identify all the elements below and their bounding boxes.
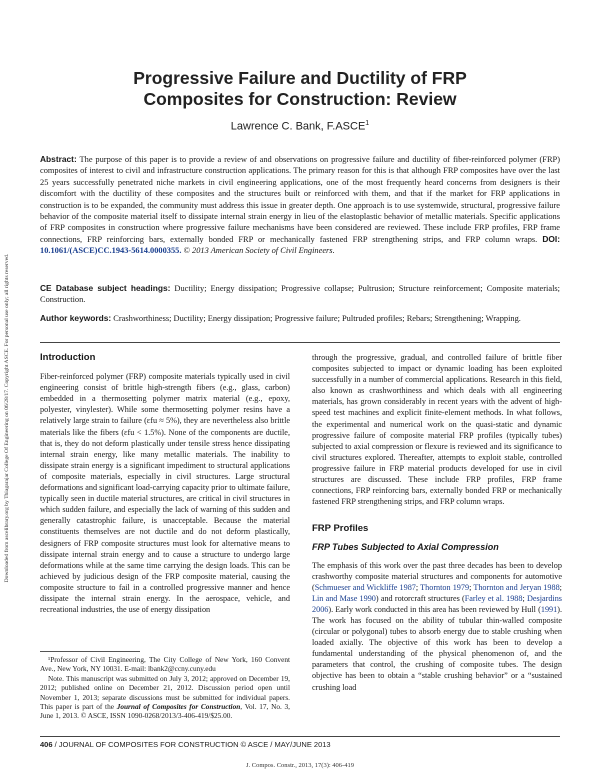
citation-link[interactable]: Thornton 1979 [420,582,470,592]
author-footnote-marker: 1 [365,120,370,127]
footnote-note-tail: , Vol. 17, No. 3, June 1, 2013. © ASCE, ISSN 1090-0268/2013/3-406-419/$25.00. [40,702,291,721]
title-line-1: Progressive Failure and Ductility of FRP [133,68,467,88]
frp-profiles-heading: FRP Profiles [312,523,369,535]
page-footer [40,740,331,749]
introduction-heading: Introduction [40,352,96,363]
ce-headings-label: CE Database subject headings: [40,283,171,293]
citation-line: J. Compos. Constr., 2013, 17(3): 406-419 [246,762,354,769]
author-keywords [40,313,560,324]
doi-label: DOI: [542,233,560,244]
page-number: 406 [40,740,53,749]
author-name: Lawrence C. Bank, F.ASCE [230,120,366,133]
frp-tubes-text [312,560,562,693]
frp-text-7: ). Early work conducted in this area has been reviewed by Hull ( [328,604,541,614]
download-notice-text: Downloaded from ascelibrary.org by Thiagarajar College Of Engineering on 06/28/17. Copyright ASCE. For personal use only; all rights reserved. [4,253,10,583]
citation-link[interactable]: 1991 [540,604,558,614]
footer-divider [40,736,560,737]
abstract-label: Abstract: [40,154,77,164]
frp-text-3: ; [469,582,474,592]
frp-text-8: ). The work has focused on the ability of tubular thin-walled composite (circular or polygonal) tubes to absorb energy due to stable crushing when loaded axially. The objective of this work has been to develop a fundamental understanding of the physical phenomenon of, and the parameters that control, the crushing of composite tubes. The design objective has been to obtain a “stable crushing behavior” or a “sustained crushing load [312,604,562,692]
footnote-note [40,674,290,721]
introduction-text: Fiber-reinforced polymer (FRP) composite materials typically used in civil engineering consist of brittle high-strength fibers (e.g., glass, carbon) embedded in a thermosetting polymer matrix material (e.g., epoxy, polyester, vinylester). While some thermosetting polymer resins have a relatively large strain to failure (εfu ≈ 5%), they are nevertheless also brittle materials like the fibers (εfu < 1.5%). None of the components are ductile, that is, they do not deform plastically under tensile stress hence dissipating internal strain energy, like many metallic materials. The inability to dissipate strain energy is a significant impediment to structural applications of composite materials, especially in civil structures. Large structural deformations and significant load-carrying capacity prior to ultimate failure, typically seen in ductile material structures, are critical in civil structures in which sudden failure, and especially the lack of warning of this sudden and generally catastrophic failure, is unacceptable. Because the material constituents themselves are not ductile and do not deform plastically, designers of FRP composite structures must look for alternative means to dissipate internal strain energy and to cause a structure to undergo large deformations while at the same time carrying the design loads. This can be achieved by judicious design of the FRP composite material, causing the composite structure to fail in a controlled progressive manner and hence dissipate the internal strain energy. In the aerospace, vehicle, and recreational industries, the use of energy dissipation [40,372,290,615]
citation-link[interactable]: Schmueser and Wickliffe 1987 [314,582,416,592]
abstract-copyright: © 2013 American Society of Civil Engineers. [183,246,335,256]
citation-link[interactable]: Farley et al. 1988 [464,593,523,603]
footnote [40,655,290,721]
doi-link[interactable]: 10.1061/(ASCE)CC.1943-5614.0000355. [40,246,182,256]
ce-headings-text: Ductility; Energy dissipation; Progressive collapse; Pultrusion; Structure reinforcement; Composite materials; Construction. [40,284,561,305]
frp-text-4: ; [559,582,562,592]
footnote-note-text: Note. This manuscript was submitted on July 3, 2012; approved on December 19, 2012; published online on December 21, 2012. Discussion period open until November 1, 2013; separate discussions must be submitted for individual papers. This paper is part of the [40,673,290,712]
frp-text-5: ) and rotorcraft structures ( [375,593,465,603]
citation-link[interactable]: Thornton and Jeryan 1988 [473,582,560,592]
frp-tubes-subheading: FRP Tubes Subjected to Axial Compression [312,542,499,553]
frp-text-6: ; [522,593,527,603]
title-line-2: Composites for Construction: Review [143,89,457,109]
ce-subject-headings [40,283,560,306]
footnote-divider [40,651,140,652]
header-divider [40,342,560,343]
abstract [40,154,560,257]
right-column [312,352,562,693]
author-line [40,120,560,133]
journal-footer: / JOURNAL OF COMPOSITES FOR CONSTRUCTION © ASCE / MAY/JUNE 2013 [52,740,331,749]
paper-title [40,68,560,110]
left-column [40,352,290,615]
citation-link[interactable]: Desjardins 2006 [312,593,562,614]
introduction-continued: through the progressive, gradual, and controlled failure of brittle fiber composites subjected to impact or dynamic loading has been exploited successfully in a number of commercial applications. Research in this field, also known as crashworthiness and which deals with all engineering materials, has grown considerably in recent years with the advent of high-speed test machines and explicit finite-element methods. In what follows, the experimental and numerical work on the quasi-static and dynamic progressive failure of composite material FRP profiles (typically tubes) subjected to axial compression or flexure is reviewed and its significance to civil structures explored. Thereafter, attempts to exploit stable, controlled progressive failure in FRP material products developed for use in civil structures are discussed. These include FRP profiles, FRP frame connections, FRP reinforcing bars, externally bonded FRP or mechanically fastened FRP strengthening strips, and FRP column wraps. [312,353,562,507]
abstract-text: The purpose of this paper is to provide a review of and observations on progressive failure and ductility of fiber-reinforced polymer (FRP) composites of interest to civil and infrastructure construction applications. The primary reason for this is that although FRP composites have over the last 25 years successfully penetrated niche markets in civil engineering applications, one of the most frequently heard concerns from designers is their discomfort with the ductility of these composites and the structures built or reinforced with them, and that if the market for FRP applications in construction is to be expanded, the community must address this issue in greater depth. One approach is to use systemwide, structural, progressive failure behavior of the composite material itself to dissipate internal strain energy in lieu of the elastoplastic behavior of metallic materials. Specific applications of FRP composites in construction where progressive failure mechanisms have been considered are reviewed. These include FRP profiles, FRP frame connections, FRP reinforcing bars, externally bonded FRP or mechanically fastened FRP strengthening strips, and FRP column wraps. [40,155,560,244]
frp-text-1: The emphasis of this work over the past three decades has been to develop crashworthy composite material structures and components for automotive ( [312,560,562,592]
frp-text-2: ; [415,582,421,592]
author-keywords-text: Crashworthiness; Ductility; Energy dissipation; Progressive failure; Pultruded profiles; Rebars; Strengthening; Wrapping. [113,314,521,323]
footnote-journal-name: Journal of Composites for Construction [116,702,241,712]
footnote-affiliation: ¹Professor of Civil Engineering, The City College of New York, 160 Convent Ave., New York, NY 10031. E-mail: lbank2@ccny.cuny.edu [40,655,290,674]
author-keywords-label: Author keywords: [40,313,112,323]
citation-link[interactable]: Lin and Mase 1990 [312,593,376,603]
download-notice [0,158,14,678]
